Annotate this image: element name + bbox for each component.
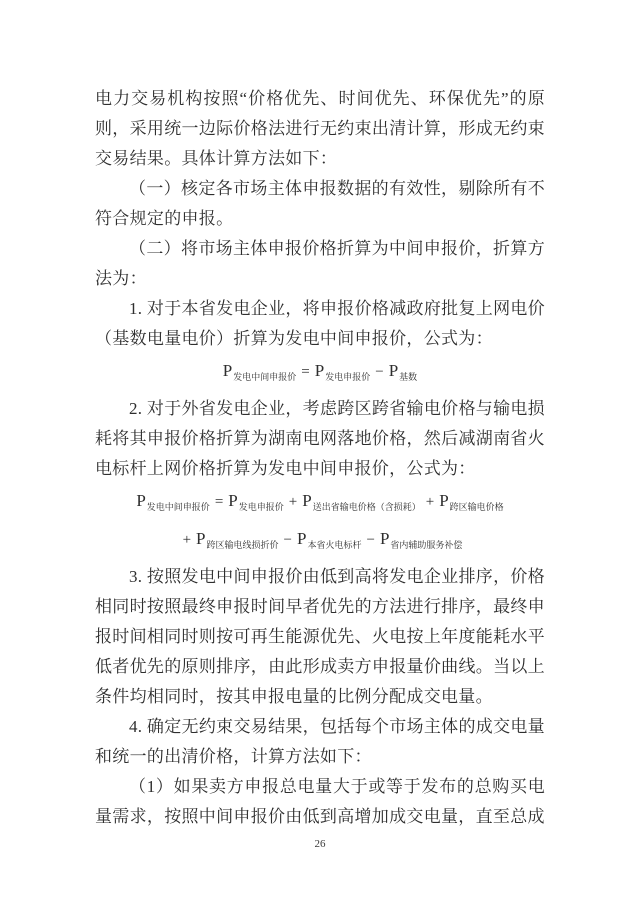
formula-term-symbol: P: [222, 361, 233, 380]
paragraph: （二）将市场主体申报价格折算为中间申报价，折算方法为：: [95, 239, 545, 288]
formula-operator: =: [301, 364, 310, 380]
formula-term: [380, 531, 462, 548]
formula-term-subscript: 发电申报价: [325, 372, 371, 382]
formula-operator: −: [283, 532, 292, 548]
formula-term: [228, 493, 283, 510]
formula-generation-mid-bid-price-external: [95, 485, 545, 561]
formula-term-subscript: 省内辅助服务补偿: [390, 540, 463, 550]
formula-operator: +: [425, 494, 435, 510]
formula-term-symbol: P: [314, 361, 325, 380]
formula-operator: −: [375, 364, 384, 380]
formula-term-subscript: 基数: [399, 372, 418, 382]
formula-term-subscript: 本省火电标杆: [307, 540, 362, 550]
formula-term-symbol: P: [388, 361, 399, 380]
formula-term: [389, 363, 417, 380]
formula-term: [196, 531, 278, 548]
formula-operator: −: [366, 532, 375, 548]
formula-term-symbol: P: [228, 491, 238, 510]
page-number: 26: [314, 838, 326, 850]
formula-term-symbol: P: [196, 529, 206, 548]
formula-term-symbol: P: [136, 491, 146, 510]
paragraph: 电力交易机构按照“价格优先、时间优先、环保优先”的原则，采用统一边际价格法进行无约束出清计算，形成无约束交易结果。具体计算方法如下：: [95, 89, 545, 168]
formula-operator: +: [288, 494, 298, 510]
page-content: [95, 84, 545, 832]
formula-term: [302, 493, 420, 510]
formula-term-subscript: 发电中间申报价: [146, 502, 210, 512]
paragraph: （一）核定各市场主体申报数据的有效性，剔除所有不符合规定的申报。: [95, 179, 545, 228]
paragraph: 2. 对于外省发电企业，考虑跨区跨省输电价格与输电损耗将其申报价格折算为湖南电网落地价格，然后减湖南省火电标杆上网价格折算为发电中间申报价，公式为：: [95, 399, 545, 478]
paragraph: 4. 确定无约束交易结果，包括每个市场主体的成交电量和统一的出清价格，计算方法如下：: [95, 717, 545, 766]
paragraph: （1）如果卖方申报总电量大于或等于发布的总购买电量需求，按照中间申报价由低到高增加成交电量，直至总成: [95, 777, 545, 826]
formula-term: [136, 493, 209, 510]
formula-operator: =: [214, 494, 224, 510]
paragraph: 3. 按照发电中间申报价由低到高将发电企业排序，价格相同时按照最终申报时间早者优先的方法进行排序，最终申报时间相同时则按可再生能源优先、火电按上年度能耗水平低者优先的原则排序，由此形成卖方申报量价曲线。当以上条件均相同时，按其申报电量的比例分配成交电量。: [95, 567, 545, 706]
formula-term-symbol: P: [439, 491, 449, 510]
formula-term: [223, 363, 296, 380]
formula-term-subscript: 跨区输电价格: [449, 502, 504, 512]
formula-term-symbol: P: [379, 529, 390, 548]
formula-term: [439, 493, 503, 510]
formula-generation-mid-bid-price-local: [95, 355, 545, 393]
formula-term: [297, 531, 361, 548]
formula-term-symbol: P: [302, 491, 312, 510]
formula-term-subscript: 跨区输电线损折价: [206, 540, 279, 550]
formula-term: [315, 363, 370, 380]
paragraph: 1. 对于本省发电企业，将申报价格减政府批复上网电价（基数电量电价）折算为发电中间申报价，公式为：: [95, 299, 545, 348]
formula-term-subscript: 发电申报价: [238, 502, 284, 512]
formula-term-subscript: 送出省输电价格（含损耗）: [312, 502, 421, 512]
formula-term-symbol: P: [296, 529, 307, 548]
formula-operator: +: [182, 532, 192, 548]
formula-term-subscript: 发电中间申报价: [233, 372, 297, 382]
